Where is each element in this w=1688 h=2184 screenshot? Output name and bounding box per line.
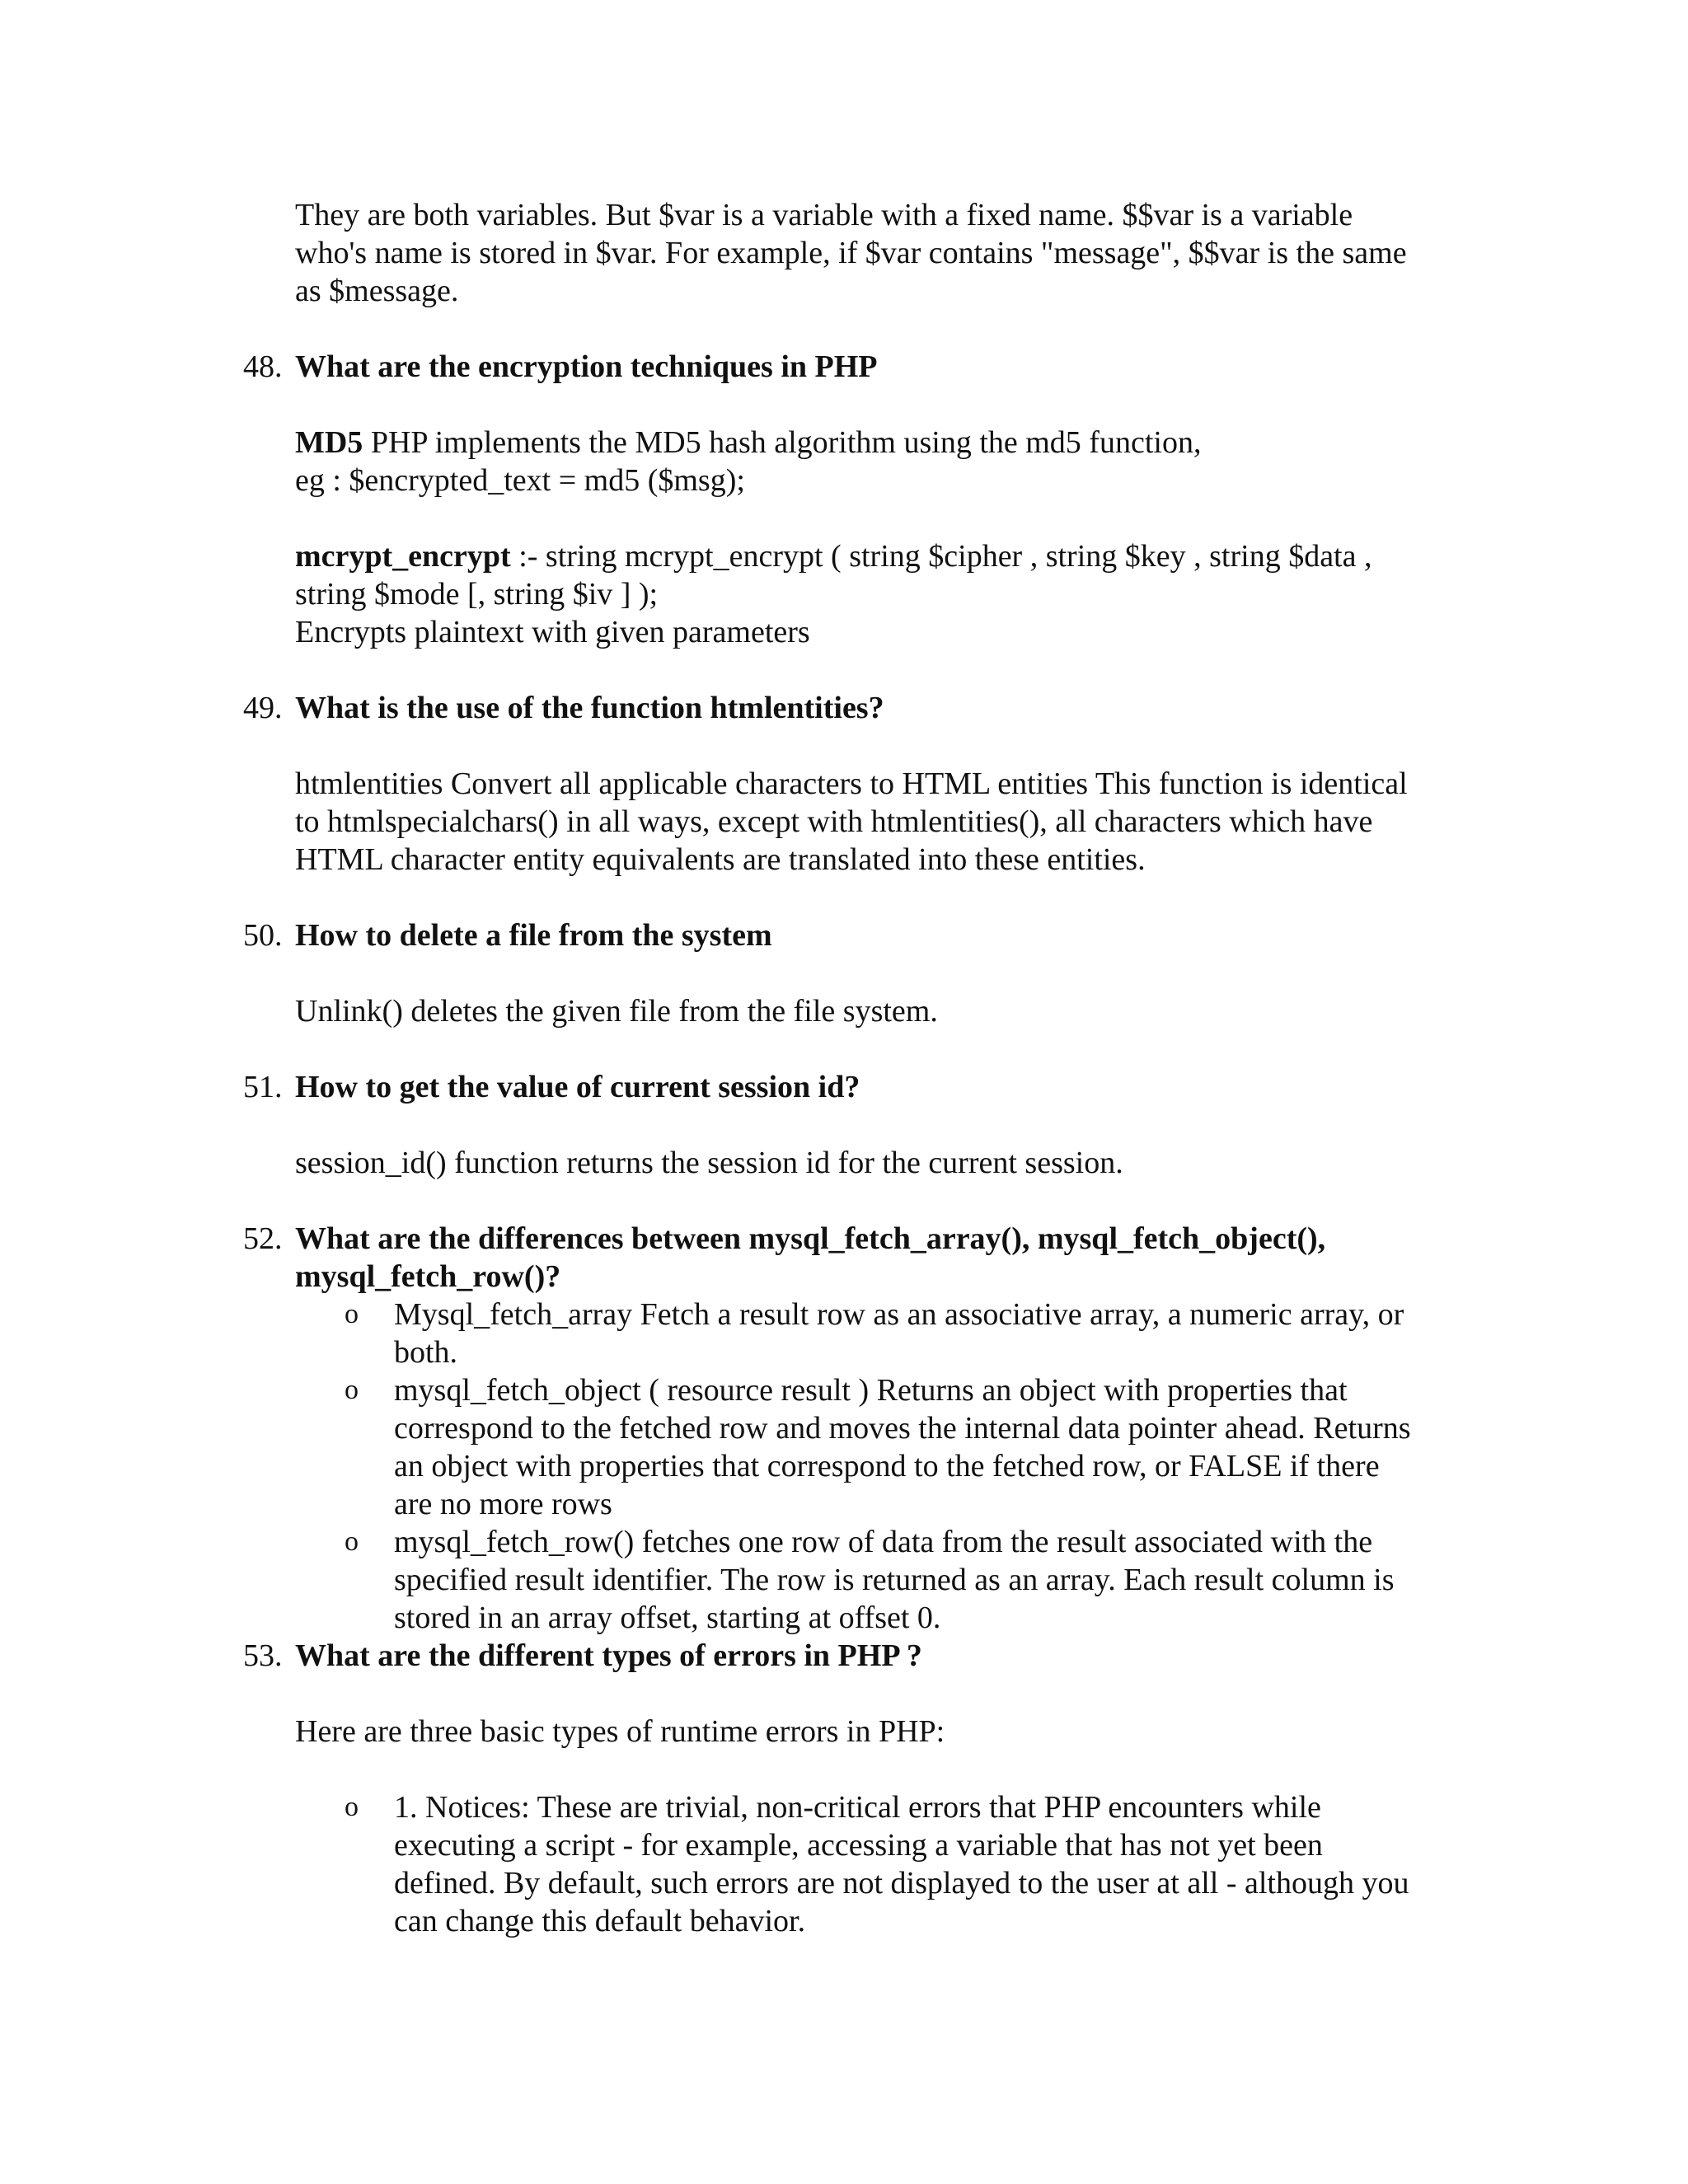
q53-bullet-notices (394, 1788, 1465, 1940)
q52-bullet-fetch-object (394, 1371, 1465, 1523)
term-mcrypt-encrypt: mcrypt_encrypt (295, 539, 511, 574)
md5-description: PHP implements the MD5 hash algorithm using the md5 function, (363, 425, 1202, 460)
text-line: correspond to the fetched row and moves the internal data pointer ahead. Returns (394, 1411, 1411, 1446)
text-line: to htmlspecialchars() in all ways, except with htmlentities(), all characters which have (295, 804, 1373, 839)
text-line: string $mode [, string $iv ] ); (295, 577, 659, 612)
q52-bullet-fetch-array (394, 1296, 1465, 1371)
question-number: 48. (243, 349, 283, 384)
text-line: They are both variables. But $var is a variable with a fixed name. $$var is a variable (295, 198, 1353, 232)
text-line: can change this default behavior. (394, 1904, 806, 1938)
mcrypt-signature: :- string mcrypt_encrypt ( string $cipher , string $key , string $data , (510, 539, 1372, 574)
q49-answer (295, 765, 1465, 879)
q52-bullet-fetch-row (394, 1523, 1465, 1637)
text-line: as $message. (295, 274, 459, 308)
question-number: 52. (243, 1221, 283, 1256)
question-number: 50. (243, 918, 283, 953)
text-line: an object with properties that correspond to the fetched row, or FALSE if there (394, 1449, 1380, 1483)
q48-answer-md5 (295, 424, 1465, 499)
question-number: 51. (243, 1070, 283, 1104)
bullet-marker: o (345, 1526, 359, 1557)
text-line: Here are three basic types of runtime errors in PHP: (295, 1714, 945, 1749)
text-line: HTML character entity equivalents are translated into these entities. (295, 842, 1146, 877)
text-line: 1. Notices: These are trivial, non-critical errors that PHP encounters while (394, 1790, 1321, 1825)
text-line: are no more rows (394, 1487, 612, 1521)
question-text: What are the different types of errors in PHP ? (295, 1638, 922, 1673)
text-line: Encrypts plaintext with given parameters (295, 615, 810, 649)
question-text: What is the use of the function htmlentities? (295, 691, 884, 725)
q47-answer (295, 196, 1465, 310)
text-line: mysql_fetch_row() fetches one row of data from the result associated with the (394, 1525, 1373, 1559)
text-line: defined. By default, such errors are not displayed to the user at all - although you (394, 1866, 1409, 1900)
question-50 (243, 916, 1479, 954)
text-line: both. (394, 1335, 458, 1370)
question-text: How to get the value of current session id? (295, 1070, 860, 1104)
q51-answer (295, 1144, 1465, 1182)
text-line: specified result identifier. The row is returned as an array. Each result column is (394, 1563, 1395, 1597)
term-md5: MD5 (295, 425, 363, 460)
text-line: who's name is stored in $var. For example, if $var contains "message", $$var is the same (295, 236, 1407, 270)
question-52 (243, 1220, 1479, 1296)
question-51 (243, 1068, 1479, 1106)
question-text-continued: mysql_fetch_row()? (295, 1259, 561, 1294)
text-line: stored in an array offset, starting at offset 0. (394, 1601, 941, 1635)
q53-intro (295, 1713, 1465, 1750)
question-49 (243, 689, 1479, 727)
question-text: What are the differences between mysql_fetch_array(), mysql_fetch_object(), (295, 1221, 1326, 1256)
text-line: mysql_fetch_object ( resource result ) Returns an object with properties that (394, 1373, 1348, 1408)
question-53 (243, 1637, 1479, 1675)
text-line: htmlentities Convert all applicable characters to HTML entities This function is identical (295, 766, 1408, 801)
question-number: 53. (243, 1638, 283, 1673)
text-line (295, 424, 1465, 462)
text-line: Unlink() deletes the given file from the file system. (295, 994, 938, 1029)
bullet-marker: o (345, 1792, 359, 1822)
question-text: What are the encryption techniques in PHP (295, 349, 878, 384)
q50-answer (295, 992, 1465, 1030)
text-line (295, 537, 1465, 575)
text-line: eg : $encrypted_text = md5 ($msg); (295, 463, 745, 498)
q48-answer-mcrypt (295, 537, 1465, 651)
question-text: How to delete a file from the system (295, 918, 772, 953)
bullet-marker: o (345, 1299, 359, 1329)
question-number: 49. (243, 691, 283, 725)
text-line: session_id() function returns the session id for the current session. (295, 1146, 1123, 1180)
text-line: Mysql_fetch_array Fetch a result row as an associative array, a numeric array, or (394, 1297, 1404, 1332)
question-48 (243, 348, 1479, 386)
bullet-marker: o (345, 1375, 359, 1405)
text-line: executing a script - for example, accessing a variable that has not yet been (394, 1828, 1323, 1863)
